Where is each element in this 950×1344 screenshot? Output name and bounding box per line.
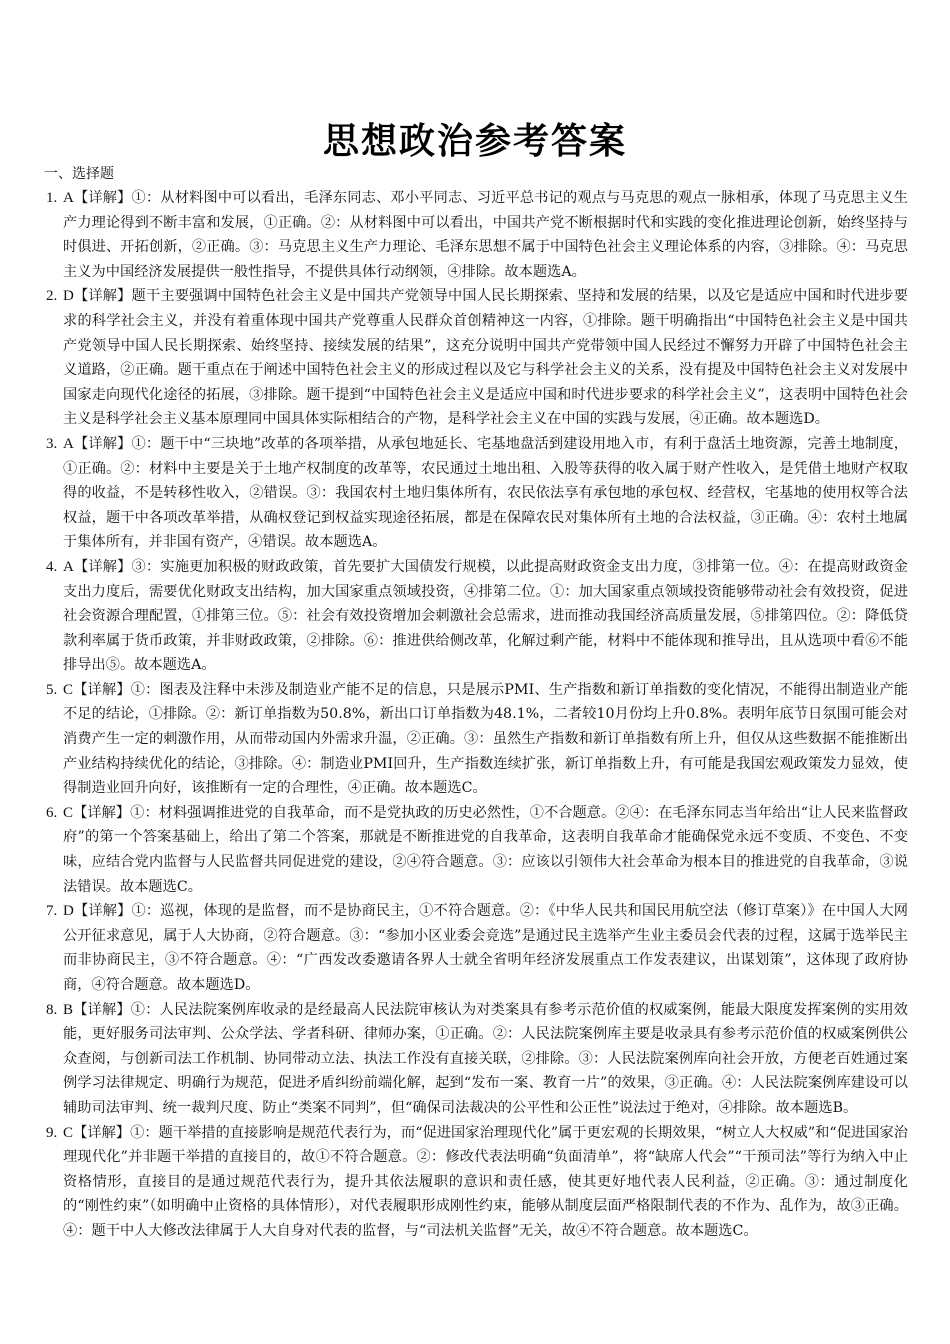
answer-choice: D [63, 288, 74, 305]
answer-item-4 [46, 555, 908, 678]
answer-item-2 [46, 284, 908, 432]
answer-explanation: 【详解】①：从材料图中可以看出，毛泽东同志、邓小平同志、习近平总书记的观点与马克思的观点一脉相承，体现了马克思主义生产力理论得到不断丰富和发展，①正确。②：从材料图中可以看出，中国共产党不断根据时代和实践的变化推进理论创新，始终坚持与时俱进、开拓创新，②正确。③：马克思主义生产力理论、毛泽东思想不属于中国特色社会主义理论体系的内容，③排除。④：马克思主义为中国经济发展提供一般性指导，不提供具体行动纲领，④排除。故本题选A。 [63, 190, 908, 280]
answer-choice: A [63, 435, 74, 452]
answer-number: 5. [46, 681, 58, 698]
answer-number: 7. [46, 903, 58, 920]
answer-explanation: 【详解】①：图表及注释中未涉及制造业产能不足的信息，只是展示PMI、生产指数和新订单指数的变化情况，不能得出制造业产能不足的结论，①排除。②：新订单指数为50.8%，新出口订单指数为48.1%，二者较10月份均上升0.8%。表明年底节日氛围可能会对消费产生一定的刺激作用，从而带动国内外需求升温，②正确。③：虽然生产指数和新订单指数有所上升，但仅从这些数据不能推断出产业结构持续优化的结论，③排除。④：制造业PMI回升，生产指数连续扩张，新订单指数上升，有可能是我国宏观政策发力显效，使得制造业回升向好，该推断有一定的合理性，④正确。故本题选C。 [63, 681, 908, 797]
section-heading: 一、选择题 [44, 166, 114, 182]
answer-choice: A [63, 558, 74, 575]
answer-number: 8. [46, 1001, 58, 1018]
document-title: 思想政治参考答案 [322, 121, 627, 162]
answer-explanation: 【详解】①：材料强调推进党的自我革命，而不是党执政的历史必然性，①不合题意。②④：在毛泽东同志当年给出“让人民来监督政府”的第一个答案基础上，给出了第二个答案，那就是不断推进党的自我革命，这表明自我革命才能确保党永远不变质、不变色、不变味，应结合党内监督与人民监督共同促进党的建设，②④符合题意。③：应该以引领伟大社会革命为根本目的推进党的自我革命，③说法错误。故本题选C。 [63, 804, 908, 895]
answer-number: 4. [46, 558, 58, 575]
answer-item-3 [46, 432, 908, 555]
answer-item-5 [46, 678, 908, 801]
answer-number: 1. [46, 190, 58, 206]
answer-item-1 [46, 186, 908, 284]
answer-explanation: 【详解】①：巡视，体现的是监督，而不是协商民主，①不符合题意。②：《中华人民共和国民用航空法（修订草案）》在中国人大网公开征求意见，属于人大协商，②符合题意。③：“参加小区业委会竞选”是通过民主选举产生业主委员会代表的过程，这属于选举民主而非协商民主，③不符合题意。④：“广西发改委邀请各界人士就全省明年经济发展重点工作发表建议，出谋划策”，这体现了政府协商，④符合题意。故本题选D。 [63, 903, 908, 993]
answer-number: 2. [46, 288, 58, 305]
answer-item-8 [46, 998, 908, 1121]
answer-item-6 [46, 801, 908, 899]
answer-choice: B [63, 1001, 74, 1018]
answer-explanation: 【详解】题干主要强调中国特色社会主义是中国共产党领导中国人民长期探索、坚持和发展的结果，以及它是适应中国和时代进步要求的科学社会主义，并没有着重体现中国共产党尊重人民群众首创精神这一内容，①排除。题干明确指出“中国特色社会主义是中国共产党领导中国人民长期探索、始终坚持、接续发展的结果”，这充分说明中国共产党带领中国人民经过不懈努力开辟了中国特色社会主义道路，②正确。题干重点在于阐述中国特色社会主义的形成过程以及它与科学社会主义的关系，没有提及中国特色社会主义对发展中国家走向现代化途径的拓展，③排除。题干提到“中国特色社会主义是适应中国和时代进步要求的科学社会主义”，这表明中国特色社会主义是科学社会主义基本原理同中国具体实际相结合的产物，是科学社会主义在中国的实践与发展，④正确。故本题选D。 [63, 288, 908, 428]
answer-choice: C [63, 681, 74, 698]
answer-number: 6. [46, 804, 58, 821]
answer-explanation: 【详解】①：题干中“三块地”改革的各项举措，从承包地延长、宅基地盘活到建设用地入市，有利于盘活土地资源，完善土地制度，①正确。②：材料中主要是关于土地产权制度的改革等，农民通过土地出租、入股等获得的收入属于财产性收入，是凭借土地财产权取得的收益，不是转移性收入，②错误。③：我国农村土地归集体所有，农民依法享有承包地的承包权、经营权，宅基地的使用权等合法权益，题干中各项改革举措，从确权登记到权益实现途径拓展，都是在保障农民对集体所有土地的合法权益，③正确。④：农村土地属于集体所有，并非国有资产，④错误。故本题选A。 [63, 435, 908, 551]
answer-explanation: 【详解】③：实施更加积极的财政政策，首先要扩大国债发行规模，以此提高财政资金支出力度，③排第一位。④：在提高财政资金支出力度后，需要优化财政支出结构，加大国家重点领域投资，④排第二位。①：加大国家重点领域投资能够带动社会有效投资，促进社会资源合理配置，①排第三位。⑤：社会有效投资增加会刺激社会总需求，进而推动我国经济高质量发展，⑤排第四位。②：降低贷款利率属于货币政策，并非财政政策，②排除。⑥：推进供给侧改革，化解过剩产能，材料中不能体现和推导出，且从选项中看⑥不能排导出⑤。故本题选A。 [63, 558, 908, 674]
answer-choice: C [63, 804, 74, 821]
answer-number: 3. [46, 435, 58, 452]
answer-choice: D [63, 903, 74, 920]
answer-list [46, 186, 908, 1244]
answer-explanation: 【详解】①：题干举措的直接影响是规范代表行为，而“促进国家治理现代化”属于更宏观的长期效果，“树立人大权威”和“促进国家治理现代化”并非题干举措的直接目的，故①不符合题意。②：修改代表法明确“负面清单”，将“缺席人代会”“干预司法”等行为纳入中止资格情形，直接目的是通过规范代表行为，提升其依法履职的意识和责任感，使其更好地代表人民利益，②正确。③：通过制度化的“刚性约束”（如明确中止资格的具体情形），对代表履职形成刚性约束，能够从制度层面严格限制代表的不作为、乱作为，故③正确。④：题干中人大修改法律属于人大自身对代表的监督，与“司法机关监督”无关，故④不符合题意。故本题选C。 [63, 1124, 909, 1239]
answer-item-7 [46, 899, 908, 997]
answer-item-9 [46, 1121, 908, 1244]
answer-number: 9. [46, 1124, 58, 1141]
answer-choice: A [63, 190, 74, 206]
answer-choice: C [63, 1124, 74, 1141]
answer-explanation: 【详解】①：人民法院案例库收录的是经最高人民法院审核认为对类案具有参考示范价值的权威案例，能最大限度发挥案例的实用效能，更好服务司法审判、公众学法、学者科研、律师办案，①正确。②：人民法院案例库主要是收录具有参考示范价值的权威案例供公众查阅，与创新司法工作机制、协同带动立法、执法工作没有直接关联，②排除。③：人民法院案例库向社会开放，方便老百姓通过案例学习法律规定、明确行为规范，促进矛盾纠纷前端化解，起到“发布一案、教育一片”的效果，③正确。④：人民法院案例库建设可以辅助司法审判、统一裁判尺度、防止“类案不同判”，但“确保司法裁决的公平性和公正性”说法过于绝对，④排除。故本题选B。 [63, 1001, 908, 1116]
